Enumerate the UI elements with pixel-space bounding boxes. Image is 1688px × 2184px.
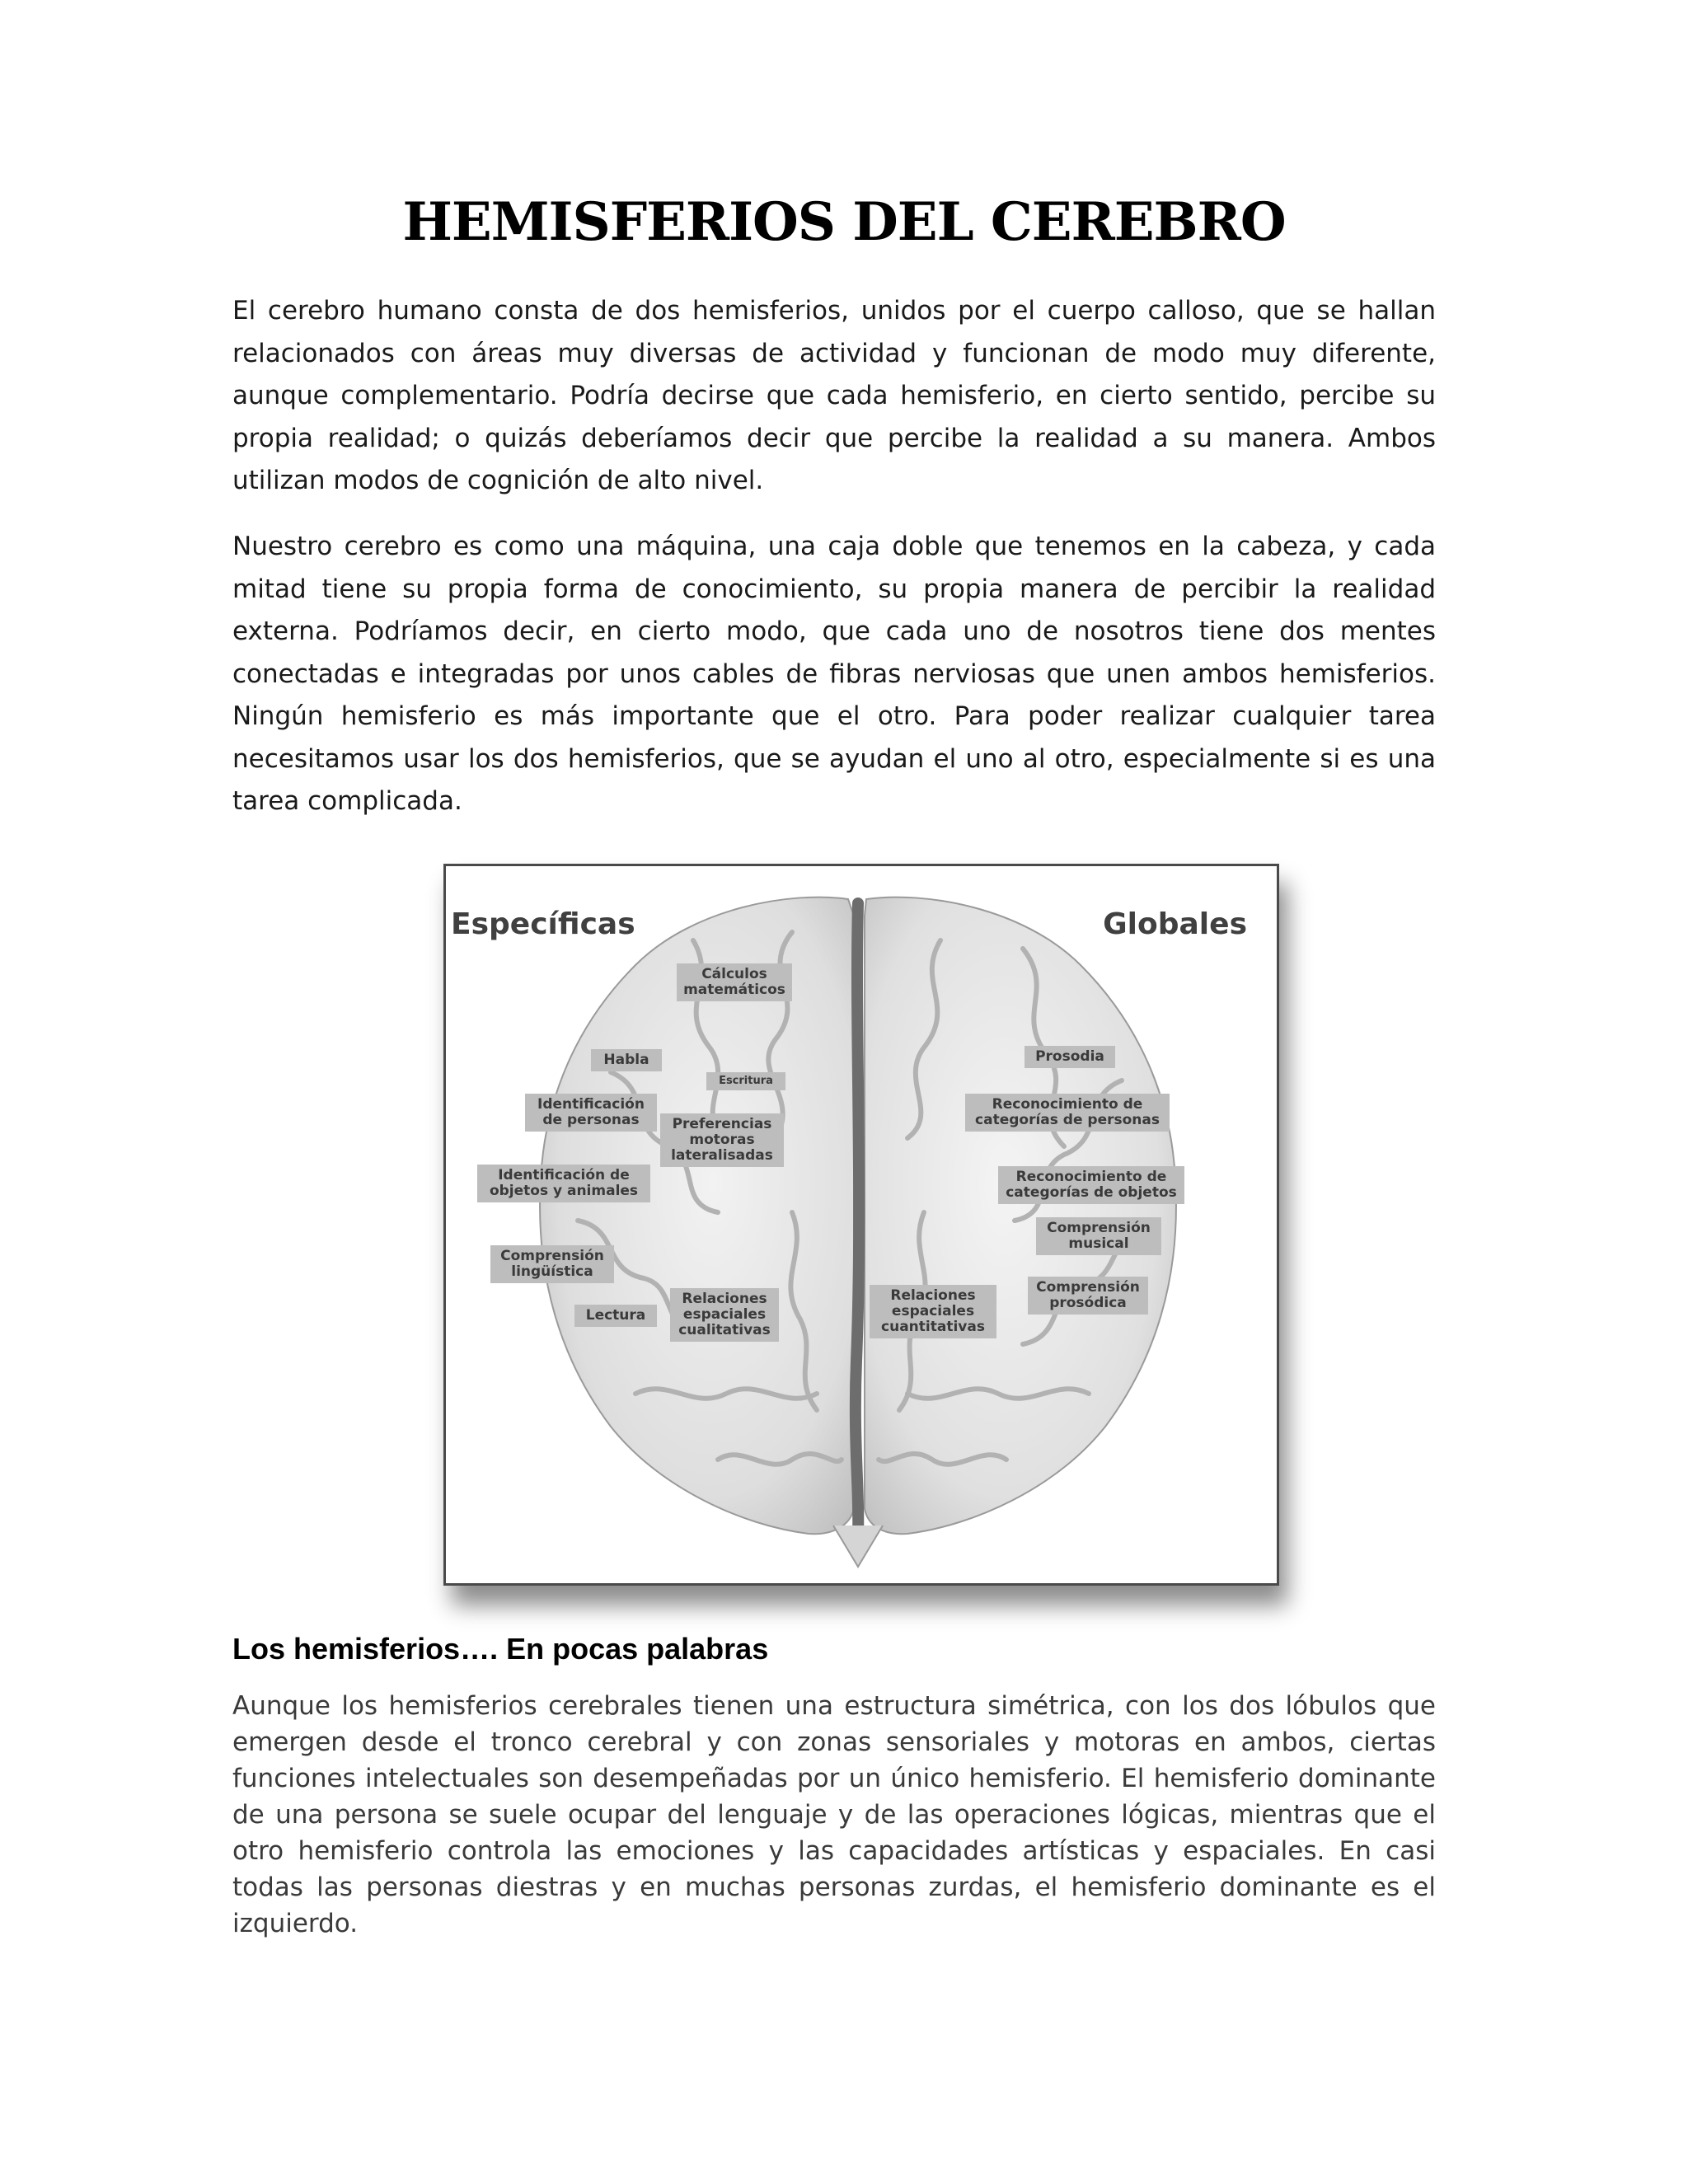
label-preferencias: Preferencias motoras lateralisadas [660, 1113, 784, 1167]
label-reconocimiento-objetos: Reconocimiento de categorías de objetos [998, 1166, 1184, 1204]
label-identificacion-personas: Identificación de personas [525, 1094, 657, 1132]
page-title: HEMISFERIOS DEL CEREBRO [402, 191, 1286, 253]
label-escritura: Escritura [706, 1072, 785, 1090]
label-relaciones-cuantitativas: Relaciones espaciales cuantitativas [870, 1285, 996, 1338]
brain-hemispheres-figure [443, 864, 1279, 1586]
label-prosodia: Prosodia [1025, 1046, 1115, 1068]
label-relaciones-cualitativas: Relaciones espaciales cualitativas [670, 1288, 779, 1342]
section-paragraph: Aunque los hemisferios cerebrales tienen una estructura simétrica, con los dos lóbulos que emergen desde el tronco cerebral y con zonas sensoriales y motoras en ambos, ciertas funciones intelectuales son desempeñadas por un único hemisferio. El hemisferio dominante de una persona se suele ocupar del lenguaje y de las operaciones lógicas, mientras que el otro hemisferio controla las emociones y las capacidades artísticas y espaciales. En casi todas las personas diestras y en muchas personas zurdas, el hemisferio dominante es el izquierdo. [232, 1691, 1436, 1938]
section-heading: Los hemisferios…. En pocas palabras [232, 1632, 769, 1666]
label-identificacion-objetos: Identificación de objetos y animales [477, 1165, 650, 1202]
second-paragraph: Nuestro cerebro es como una máquina, una caja doble que tenemos en la cabeza, y cada mitad tiene su propia forma de conocimiento, su propia manera de percibir la realidad externa. Podríamos decir, en cierto modo, que cada uno de nosotros tiene dos mentes conectadas e integradas por unos cables de fibras nerviosas que unen ambos hemisferios. Ningún hemisferio es más importante que el otro. Para poder realizar cualquier tarea necesitamos usar los dos hemisferios, que se ayudan el uno al otro, especialmente si es una tarea complicada. [232, 532, 1436, 816]
left-heading: Específicas [451, 907, 635, 941]
label-comprension-linguistica: Comprensión lingüística [490, 1245, 614, 1283]
label-reconocimiento-personas: Reconocimiento de categorías de personas [965, 1094, 1170, 1132]
label-comprension-prosodica: Comprensión prosódica [1028, 1277, 1148, 1315]
right-hemisphere-shape [865, 898, 1176, 1535]
intro-paragraph: El cerebro humano consta de dos hemisferios, unidos por el cuerpo calloso, que se hallan relacionados con áreas muy diversas de actividad y funcionan de modo muy diferente, aunque complementario. Podría decirse que cada hemisferio, en cierto sentido, percibe su propia realidad; o quizás deberíamos decir que percibe la realidad a su manera. Ambos utilizan modos de cognición de alto nivel. [232, 296, 1436, 495]
label-lectura: Lectura [574, 1305, 657, 1327]
label-comprension-musical: Comprensión musical [1036, 1217, 1161, 1255]
label-calculos: Cálculos matemáticos [677, 963, 792, 1001]
right-heading: Globales [1103, 907, 1247, 941]
label-habla: Habla [591, 1049, 662, 1071]
longitudinal-fissure [856, 903, 859, 1535]
